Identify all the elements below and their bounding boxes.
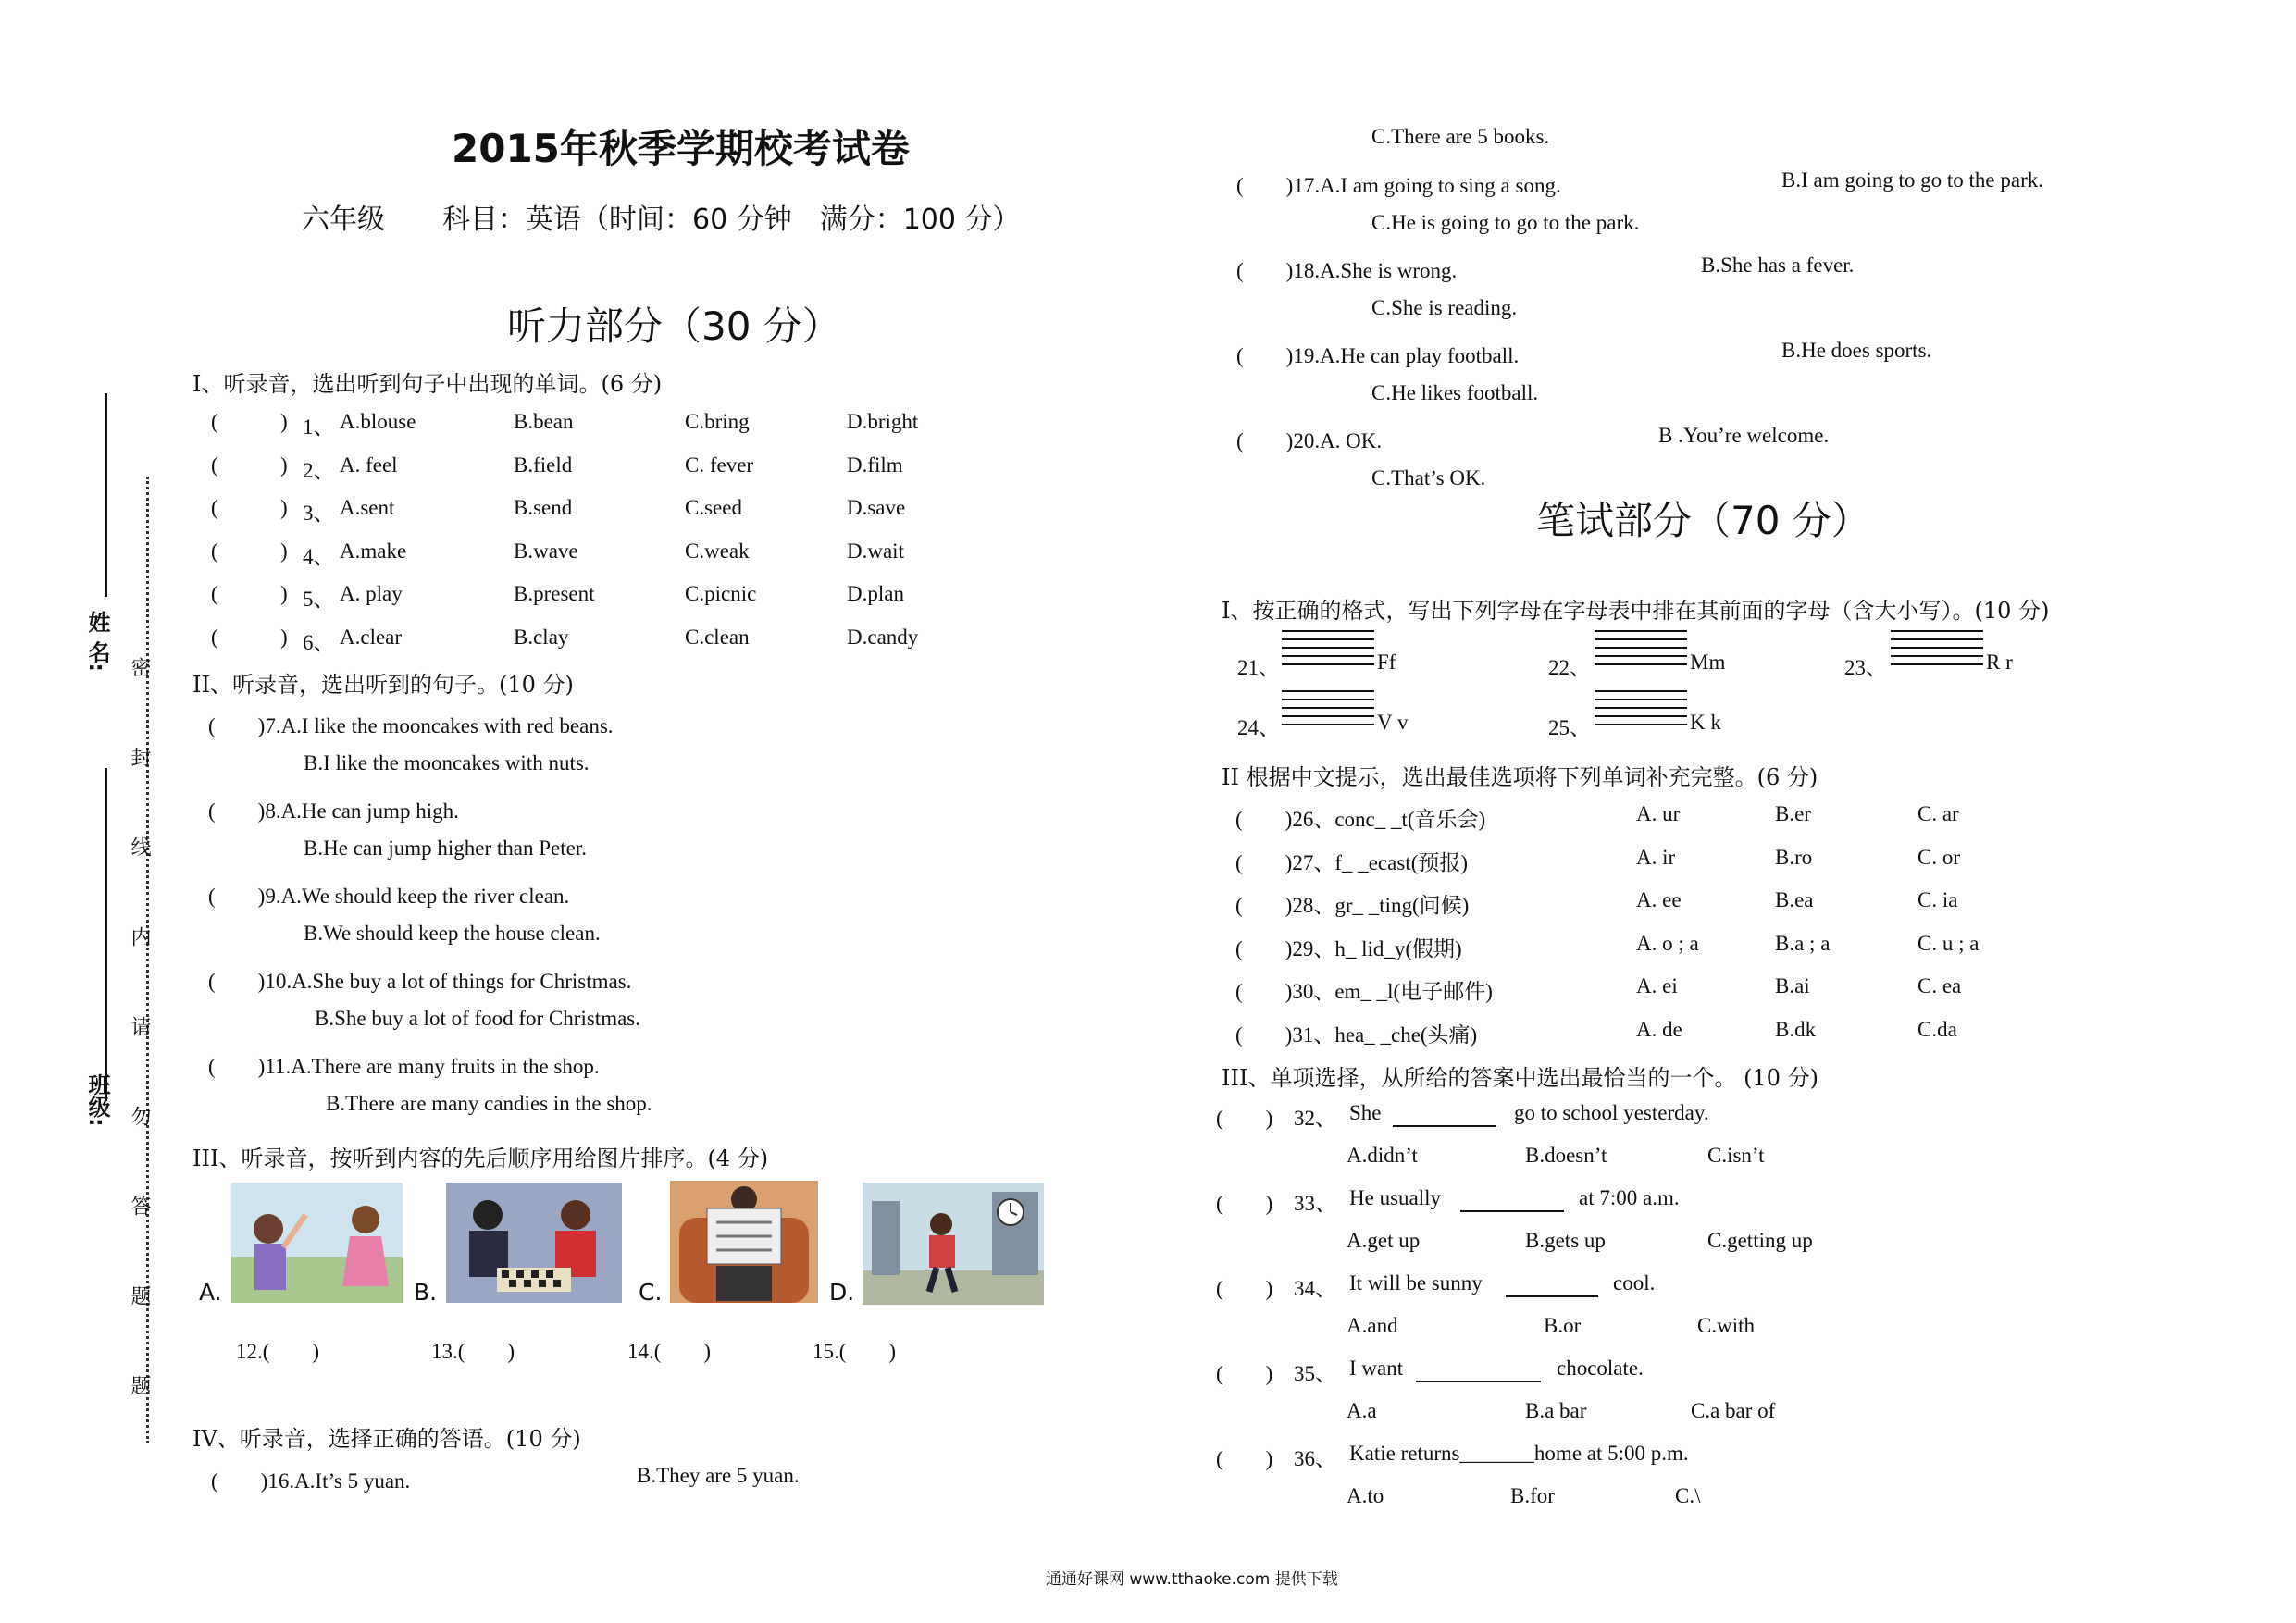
question-item: ( )30、em_ _l(电子邮件) — [1235, 980, 1493, 1003]
section-title: II 根据中文提示，选出最佳选项将下列单词补充完整。(6 分) — [1222, 764, 1818, 790]
option-a: A.and — [1347, 1314, 1398, 1337]
question-item: ( )20.A. OK. — [1236, 429, 1383, 452]
footer-source: 通通好课网 www.tthaoke.com 提供下载 — [1046, 1570, 1338, 1589]
option-a: A. ei — [1636, 974, 1678, 997]
answer-blank[interactable] — [1460, 1210, 1564, 1212]
section-title: III、听录音，按听到内容的先后顺序用给图片排序。(4 分) — [192, 1146, 769, 1171]
writing-lines[interactable] — [1282, 690, 1374, 732]
option-d: D.save — [847, 496, 906, 519]
option-b: B.dk — [1775, 1017, 1817, 1041]
question-number: 1、 — [303, 415, 335, 439]
picture-answer: 14.( ) — [627, 1340, 712, 1363]
question-number: 34、 — [1294, 1277, 1336, 1300]
boy-walking-picture — [863, 1183, 1044, 1305]
question-stem: He usually — [1349, 1186, 1442, 1209]
class-label: 班级: — [84, 1073, 110, 1127]
listening-heading: 听力部分（30 分） — [507, 304, 841, 349]
answer-paren: ) — [280, 452, 288, 477]
section-title: Ⅰ、按正确的格式，写出下列字母在字母表中排在其前面的字母（含大小写）。(10 分) — [1222, 598, 2050, 624]
option-c: C. ea — [1917, 974, 1962, 997]
question-stem-end: at 7:00 a.m. — [1579, 1186, 1680, 1209]
option-a: A. o ; a — [1636, 931, 1699, 955]
answer-paren: ( — [211, 410, 218, 433]
question-stem: I want — [1349, 1357, 1404, 1380]
question-item: ( )18.A.She is wrong. — [1236, 259, 1458, 282]
picture-label: C. — [639, 1279, 663, 1306]
option-c: C.\ — [1675, 1484, 1701, 1507]
option-b: B.gets up — [1525, 1229, 1606, 1252]
answer-blank[interactable] — [1416, 1381, 1541, 1382]
option-b: B.She has a fever. — [1701, 254, 1855, 277]
answer-paren: ( — [211, 625, 218, 649]
question-item: ( )7.A.I like the mooncakes with red beans. — [208, 714, 614, 737]
question-item: ( )17.A.I am going to sing a song. — [1236, 174, 1561, 197]
option-c: C.getting up — [1707, 1229, 1813, 1252]
answer-paren: ( — [211, 452, 218, 477]
picture-answer: 15.( ) — [813, 1340, 897, 1363]
man-reading-newspaper-picture — [670, 1181, 818, 1303]
question-number: 3、 — [303, 502, 335, 525]
option-c: C.weak — [685, 539, 750, 563]
option-b: B.He can jump higher than Peter. — [304, 836, 587, 860]
question-item: ( )26、conc_ _t(音乐会) — [1235, 808, 1486, 831]
option-a: A.clear — [340, 625, 403, 649]
question-item: ( )11.A.There are many fruits in the shop. — [208, 1055, 600, 1078]
option-c: C.with — [1697, 1314, 1755, 1337]
grade-label: 六年级 — [302, 204, 385, 236]
option-b: B.ai — [1775, 974, 1810, 997]
option-c: C.She is reading. — [1371, 296, 1518, 319]
option-c: C.seed — [685, 496, 742, 519]
question-item: ( )31、hea_ _che(头痛) — [1235, 1022, 1478, 1047]
answer-blank[interactable] — [1506, 1295, 1598, 1297]
option-c: C.bring — [685, 410, 750, 433]
option-c: C.He likes football. — [1371, 381, 1539, 404]
option-a: A.blouse — [340, 410, 416, 433]
option-a: A. play — [340, 582, 403, 605]
question-item: ( )19.A.He can play football. — [1236, 344, 1520, 367]
question-16: ( )16.A.It’s 5 yuan. — [211, 1469, 411, 1493]
option-b: B.a bar — [1525, 1399, 1587, 1422]
option-d: D.film — [847, 452, 903, 477]
question-item: ( )9.A.We should keep the river clean. — [208, 885, 570, 908]
given-letter: Ff — [1377, 650, 1396, 674]
answer-paren: ( ) — [1216, 1362, 1273, 1385]
option-b: B.They are 5 yuan. — [637, 1464, 800, 1487]
given-letter: V v — [1377, 711, 1409, 734]
option-c: C. or — [1917, 845, 1960, 869]
option-d: D.wait — [847, 539, 904, 563]
question-number: 22、 — [1548, 656, 1591, 679]
exam-info: 科目：英语（时间：60 分钟 满分：100 分） — [442, 204, 1021, 236]
question-number: 32、 — [1294, 1107, 1336, 1130]
question-number: 2、 — [303, 458, 335, 482]
picture-answer: 12.( ) — [236, 1340, 320, 1363]
answer-paren: ( — [211, 496, 218, 519]
option-c: C.picnic — [685, 582, 757, 605]
answer-paren: ( ) — [1216, 1277, 1273, 1300]
question-stem-end: cool. — [1613, 1271, 1656, 1295]
option-b: B.ea — [1775, 888, 1814, 911]
answer-paren: ) — [280, 625, 288, 649]
section-title: Ⅰ、听录音，选出听到句子中出现的单词。(6 分) — [192, 371, 663, 397]
option-a: A. ur — [1636, 802, 1681, 825]
question-number: 4、 — [303, 544, 335, 568]
picture-label: D. — [829, 1279, 855, 1306]
option-a: A.a — [1347, 1399, 1377, 1422]
question-number: 33、 — [1294, 1192, 1336, 1215]
writing-lines[interactable] — [1595, 630, 1687, 672]
option-b: B .You’re welcome. — [1658, 424, 1830, 447]
option-b: B.er — [1775, 802, 1811, 825]
answer-paren: ) — [280, 539, 288, 563]
writing-lines[interactable] — [1595, 690, 1687, 732]
question-number: 35、 — [1294, 1362, 1336, 1385]
question-item: ( )8.A.He can jump high. — [208, 799, 459, 823]
option-a: A. de — [1636, 1017, 1682, 1041]
option-b: B.doesn’t — [1525, 1144, 1607, 1167]
option-a: A.didn’t — [1347, 1144, 1418, 1167]
writing-heading: 笔试部分（70 分） — [1536, 498, 1870, 543]
question-item: ( )28、gr_ _ting(问候) — [1235, 894, 1470, 917]
playing-chess-picture — [446, 1183, 622, 1303]
section-title: III、单项选择，从所给的答案中选出最恰当的一个。 (10 分) — [1222, 1065, 1818, 1091]
option-b: B.wave — [514, 539, 578, 563]
option-c: C.He is going to go to the park. — [1371, 211, 1640, 234]
section-title: IV、听录音，选择正确的答语。(10 分) — [192, 1426, 581, 1452]
picture-answer: 13.( ) — [431, 1340, 515, 1363]
option-b: B.clay — [514, 625, 569, 649]
option-a: A. ir — [1636, 845, 1676, 869]
option-b: B.for — [1510, 1484, 1555, 1507]
answer-paren: ) — [280, 410, 288, 433]
class-line — [105, 768, 107, 1101]
option-c: C. u ; a — [1917, 931, 1980, 955]
option-b: B.He does sports. — [1781, 339, 1932, 362]
answer-paren: ( ) — [1216, 1447, 1273, 1470]
answer-paren: ( — [211, 582, 218, 605]
question-stem: It will be sunny — [1349, 1271, 1483, 1295]
answer-paren: ( — [211, 539, 218, 563]
question-stem-end: go to school yesterday. — [1514, 1101, 1709, 1124]
given-letter: K k — [1690, 711, 1721, 734]
seal-text: 密 封 线 内 请 勿 答 题 题 — [128, 657, 151, 1427]
option-b: B.We should keep the house clean. — [304, 922, 601, 945]
question-item: ( )10.A.She buy a lot of things for Christmas. — [208, 970, 632, 993]
two-girls-waving-picture — [231, 1183, 403, 1303]
option-b: B.ro — [1775, 845, 1813, 869]
question-number: 24、 — [1237, 716, 1280, 739]
option-b: B.I like the mooncakes with nuts. — [304, 751, 590, 774]
option-b: B.field — [514, 452, 573, 477]
option-b: B.or — [1544, 1314, 1582, 1337]
question-item: ( )27、f_ _ecast(预报) — [1235, 850, 1469, 874]
question-stem: She — [1349, 1101, 1382, 1124]
option-c: C. ar — [1917, 802, 1959, 825]
answer-paren: ( ) — [1216, 1107, 1273, 1130]
question-number: 6、 — [303, 630, 335, 654]
option-c: C.clean — [685, 625, 750, 649]
question-number: 5、 — [303, 588, 335, 611]
option-b: B.She buy a lot of food for Christmas. — [315, 1007, 640, 1030]
option-c: C.da — [1917, 1017, 1957, 1041]
option-a: A. ee — [1636, 888, 1682, 911]
question-number: 25、 — [1548, 716, 1591, 739]
picture-label: A. — [199, 1279, 222, 1306]
question-stem-end: chocolate. — [1557, 1357, 1644, 1380]
option-c: C.a bar of — [1691, 1399, 1776, 1422]
option-b: B.There are many candies in the shop. — [326, 1092, 652, 1115]
option-c: C.That’s OK. — [1371, 466, 1486, 489]
option-b: B.present — [514, 582, 595, 605]
question-stem: Katie returns_______home at 5:00 p.m. — [1349, 1442, 1689, 1465]
question-number: 21、 — [1237, 656, 1280, 679]
option-a: A.make — [340, 539, 407, 563]
name-label: 姓 名: — [84, 611, 110, 672]
option-a: A.get up — [1347, 1229, 1421, 1252]
option-b: B.bean — [514, 410, 574, 433]
option-c: C.There are 5 books. — [1371, 125, 1550, 148]
option-a: A. feel — [340, 452, 398, 477]
answer-paren: ) — [280, 496, 288, 519]
option-d: D.bright — [847, 410, 919, 433]
given-letter: R r — [1986, 650, 2013, 674]
writing-lines[interactable] — [1891, 630, 1983, 672]
answer-blank[interactable] — [1393, 1125, 1496, 1127]
option-d: D.plan — [847, 582, 904, 605]
section-title: II、听录音，选出听到的句子。(10 分) — [192, 672, 574, 698]
option-a: A.to — [1347, 1484, 1384, 1507]
question-item: ( )29、h_ lid_y(假期) — [1235, 936, 1462, 960]
answer-paren: ( ) — [1216, 1192, 1273, 1215]
option-b: B.a ; a — [1775, 931, 1831, 955]
option-c: C.isn’t — [1707, 1144, 1765, 1167]
writing-lines[interactable] — [1282, 630, 1374, 672]
question-number: 36、 — [1294, 1447, 1336, 1470]
question-number: 23、 — [1844, 656, 1887, 679]
option-c: C. ia — [1917, 888, 1958, 911]
picture-label: B. — [414, 1279, 438, 1306]
option-c: C. fever — [685, 452, 754, 477]
option-b: B.send — [514, 496, 573, 519]
option-a: A.sent — [340, 496, 395, 519]
option-d: D.candy — [847, 625, 919, 649]
name-line — [105, 393, 107, 597]
given-letter: Mm — [1690, 650, 1726, 674]
answer-paren: ) — [280, 582, 288, 605]
option-b: B.I am going to go to the park. — [1781, 168, 2043, 192]
page-title: 2015年秋季学期校考试卷 — [452, 126, 910, 171]
